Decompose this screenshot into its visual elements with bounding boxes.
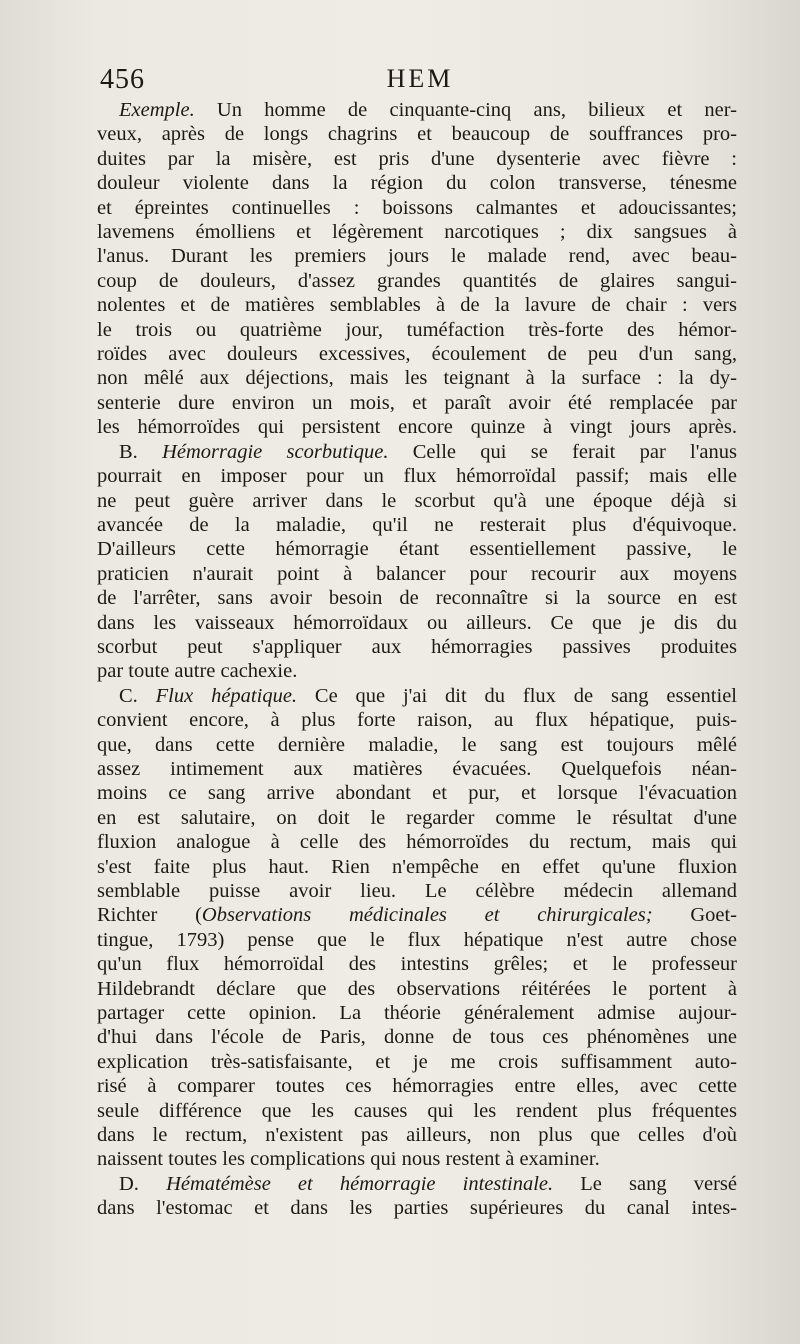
line-lead: D. (119, 1172, 167, 1195)
text-line: avancée de la maladie, qu'il ne resterait plus d'équivoque. (97, 513, 737, 536)
line-italic: Hémorragie scorbutique. (162, 440, 389, 463)
text-line: explication très-satisfaisante, et je me crois suffisamment auto- (97, 1050, 737, 1073)
text-line: praticien n'aurait point à balancer pour recourir aux moyens (97, 562, 737, 585)
line-rest: Celle qui se ferait par l'anus (388, 440, 737, 463)
text-line (97, 98, 737, 122)
text-line: dans le rectum, n'existent pas ailleurs, non plus que celles d'où (97, 1124, 737, 1147)
text-line: Hildebrandt déclare que des observations réitérées le portent à (97, 977, 737, 1000)
text-line: ne peut guère arriver dans le scorbut qu'à une époque déjà si (97, 489, 737, 512)
running-head: HEM (386, 64, 454, 93)
line-rest: Ce que j'ai dit du flux de sang essentiel (297, 684, 737, 707)
text-line (97, 903, 737, 927)
text-line: en est salutaire, on doit le regarder comme le résultat d'une (97, 806, 737, 829)
text-line: douleur violente dans la région du colon transverse, ténesme (97, 172, 737, 195)
text-line: nolentes et de matières semblables à de la lavure de chair : vers (97, 294, 737, 317)
text-line: partager cette opinion. La théorie généralement admise aujour- (97, 1002, 737, 1025)
line-italic: Hématémèse et hémorragie intestinale. (166, 1172, 554, 1195)
text-line: lavemens émolliens et légèrement narcotiques ; dix sangsues à (97, 221, 737, 244)
text-line: non mêlé aux déjections, mais les teignant à la surface : la dy- (97, 367, 737, 390)
text-line: duites par la misère, est pris d'une dysenterie avec fièvre : (97, 147, 737, 170)
text-line: qu'un flux hémorroïdal des intestins grêles; et le professeur (97, 953, 737, 976)
line-italic-lead: Exemple. (119, 99, 195, 121)
line-lead: Richter ( (97, 904, 202, 927)
text-line: scorbut peut s'appliquer aux hémorragies passives produites (97, 635, 737, 658)
text-line: dans l'estomac et dans les parties supérieures du canal intes- (97, 1197, 737, 1220)
line-rest: Le sang versé (553, 1172, 737, 1195)
text-line: que, dans cette dernière maladie, le sang est toujours mêlé (97, 733, 737, 756)
text-line (97, 1172, 737, 1196)
text-line (97, 684, 737, 708)
line-lead: B. (119, 440, 163, 463)
text-line: pourrait en imposer pour un flux hémorroïdal passif; mais elle (97, 465, 737, 488)
text-line: seule différence que les causes qui les rendent plus fréquentes (97, 1099, 737, 1122)
text-line: le trois ou quatrième jour, tuméfaction très-forte des hémor- (97, 318, 737, 341)
text-line: risé à comparer toutes ces hémorragies entre elles, avec cette (97, 1075, 737, 1098)
line-italic: Observations médicinales et chirurgicales; (201, 904, 653, 927)
text-line: s'est faite plus haut. Rien n'empêche en effet qu'une fluxion (97, 855, 737, 878)
text-line: par toute autre cachexie. (97, 660, 298, 683)
text-line: l'anus. Durant les premiers jours le malade rend, avec beau- (97, 245, 737, 268)
line-rest: Goet- (652, 904, 737, 927)
page-number: 456 (100, 64, 145, 95)
line-rest: Un homme de cinquante-cinq ans, bilieux et ner- (194, 99, 737, 121)
line-italic: Flux hépatique. (155, 684, 298, 707)
text-line: roïdes avec douleurs excessives, écoulement de peu d'un sang, (97, 343, 737, 366)
text-line: senterie dure environ un mois, et paraît avoir été remplacée par (97, 391, 737, 414)
text-line: semblable puisse avoir lieu. Le célèbre médecin allemand (97, 880, 737, 902)
text-line: moins ce sang arrive abondant et pur, et lorsque l'évacuation (97, 782, 737, 805)
page-header (100, 64, 740, 98)
text-line: tingue, 1793) pense que le flux hépatique n'est autre chose (97, 928, 737, 951)
text-line: et épreintes continuelles : boissons calmantes et adoucissantes; (97, 196, 737, 219)
body-text (97, 98, 737, 1221)
text-line: naissent toutes les complications qui nous restent à examiner. (97, 1148, 600, 1171)
text-line: convient encore, à plus forte raison, au flux hépatique, puis- (97, 709, 737, 732)
text-line: de l'arrêter, sans avoir besoin de reconnaître si la source en est (97, 587, 737, 610)
text-line: D'ailleurs cette hémorragie étant essentiellement passive, le (97, 538, 737, 561)
text-line: les hémorroïdes qui persistent encore quinze à vingt jours après. (97, 416, 737, 439)
text-line: dans les vaisseaux hémorroïdaux ou ailleurs. Ce que je dis du (97, 611, 737, 634)
text-line: veux, après de longs chagrins et beaucoup de souffrances pro- (97, 123, 737, 146)
line-lead: C. (119, 684, 156, 707)
text-line (97, 440, 737, 464)
text-line: d'hui dans l'école de Paris, donne de tous ces phénomènes une (97, 1026, 737, 1049)
text-line: assez intimement aux matières évacuées. Quelquefois néan- (97, 757, 737, 780)
text-line: coup de douleurs, d'assez grandes quantités de glaires sangui- (97, 269, 737, 292)
text-line: fluxion analogue à celle des hémorroïdes du rectum, mais qui (97, 831, 737, 854)
